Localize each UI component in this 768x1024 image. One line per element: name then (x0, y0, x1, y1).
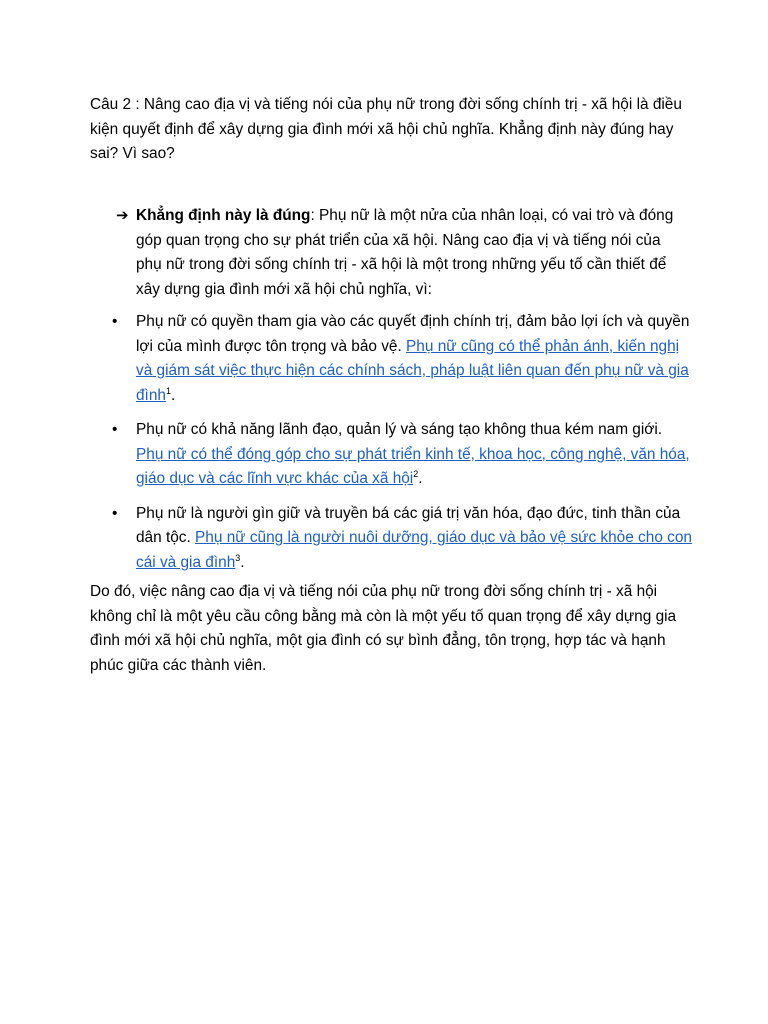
bullet-icon: • (112, 421, 118, 438)
bullet-icon: • (112, 313, 118, 330)
conclusion-paragraph: Do đó, việc nâng cao địa vị và tiếng nói của phụ nữ trong đời sống chính trị - xã hội không chỉ là một yêu cầu công bằng mà còn là một yếu tố quan trọng để xây dựng gia đình mới xã hội chủ nghĩa, một gia đình có sự bình đẳng, tôn trọng, hợp tác và hạnh phúc giữa các thành viên. (90, 583, 677, 674)
list-item-end: . (418, 470, 423, 487)
answer-bold-label: Khẳng định này là đúng (136, 207, 311, 224)
question-paragraph: Câu 2 : Nâng cao địa vị và tiếng nói của phụ nữ trong đời sống chính trị - xã hội là điều kiện quyết định để xây dựng gia đình mới xã hội chủ nghĩa. Khẳng định này đúng hay sai? Vì sao? (90, 96, 682, 162)
footnote-ref[interactable]: 3 (235, 552, 241, 563)
reasons-list (112, 310, 692, 585)
answer-body: : Phụ nữ là một nửa của nhân loại, có vai trò và đóng góp quan trọng cho sự phát triển của xã hội. Nâng cao địa vị và tiếng nói của phụ nữ trong đời sống chính trị - xã hội là một trong những yếu tố cần thiết để xây dựng gia đình mới xã hội chủ nghĩa, vì: (136, 207, 674, 298)
list-item-text: Phụ nữ là người gìn giữ và truyền bá các giá trị văn hóa, đạo đức, tinh thần của dân tộc. (136, 504, 681, 546)
footnote-ref[interactable]: 1 (165, 385, 171, 396)
reference-link[interactable]: Phụ nữ có thể đóng góp cho sự phát triển kinh tế, khoa học, công nghệ, văn hóa, giáo dục và các lĩnh vực khác của xã hội (136, 445, 690, 487)
list-item (112, 310, 692, 408)
answer-text (136, 204, 686, 302)
list-item (112, 418, 692, 492)
bullet-icon: • (112, 504, 118, 522)
reference-link[interactable]: Phụ nữ cũng có thể phản ánh, kiến nghị và giám sát việc thực hiện các chính sách, pháp luật liên quan đến phụ nữ và gia đình (136, 337, 689, 404)
list-item-text: Phụ nữ có quyền tham gia vào các quyết định chính trị, đảm bảo lợi ích và quyền lợi của mình được tôn trọng và bảo vệ. (136, 313, 690, 355)
footnote-ref[interactable]: 2 (413, 468, 419, 479)
reference-link[interactable]: Phụ nữ cũng là người nuôi dưỡng, giáo dục và bảo vệ sức khỏe cho con cái và gia đình (136, 529, 692, 571)
answer-paragraph (116, 204, 686, 302)
list-item (112, 502, 692, 576)
list-item-end: . (170, 386, 176, 404)
arrow-right-icon: ➔ (116, 207, 129, 224)
list-item-end: . (240, 553, 245, 571)
list-item-text: Phụ nữ có khả năng lãnh đạo, quản lý và sáng tạo không thua kém nam giới. (136, 421, 663, 438)
